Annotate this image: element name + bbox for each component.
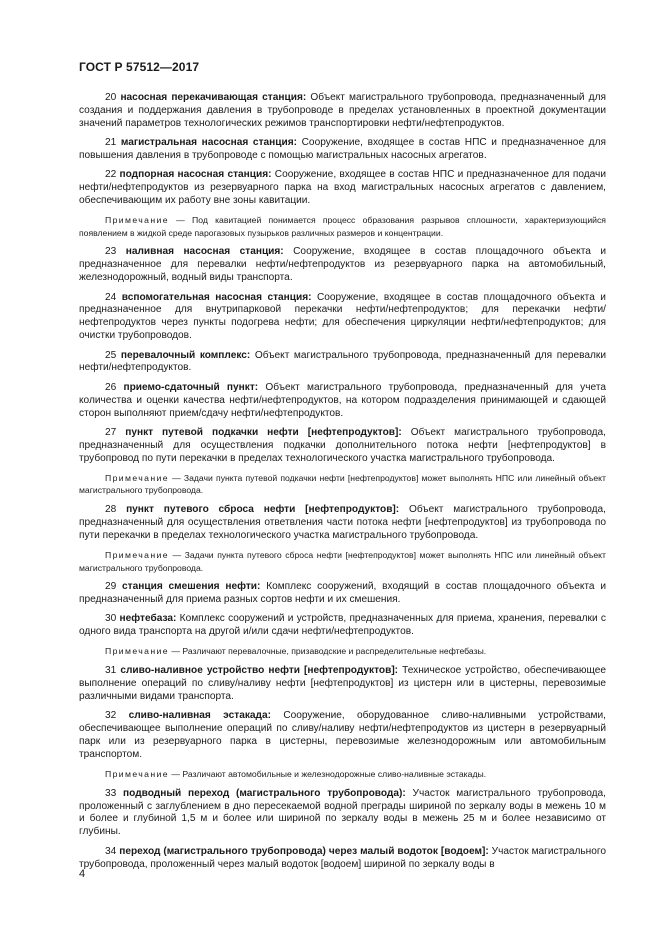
note-label: Примечание [105, 550, 169, 561]
standard-header: ГОСТ Р 57512—2017 [79, 60, 200, 74]
definition-paragraph [79, 246, 606, 285]
term-name: подпорная насосная станция: [119, 169, 272, 181]
definition-paragraph [79, 350, 606, 376]
term-definition: Сооружение, входящее в состав площадочного объекта и предназначенное для внутрипарковой перекачки нефти/нефтепродуктов; для перекачки нефти/нефтепродуктов через пункты подогрева нефти; для обеспечения циркуляции нефти/нефтепродуктов; для очистки трубопроводов. [79, 291, 606, 342]
term-definition: Объект магистрального трубопровода, предназначенный для создания и поддержания давления в трубопроводе в пределах установленных в проектной документации значений параметров технологических режимов транспортировки нефти/нефтепродуктов. [79, 92, 606, 129]
note-text: — Задачи пункта путевого сброса нефти [нефтепродуктов] может выполнять НПС или линейный объект магистрального трубопровода. [79, 550, 606, 573]
term-name: станция смешения нефти: [122, 581, 261, 593]
page-number: 4 [79, 868, 86, 880]
term-number: 28 [105, 503, 117, 515]
note-text: — Под кавитацией понимается процесс образования разрывов сплошности, характеризующийся появлением в жидкой среде парогазовых пузырьков различных размеров и концентрации. [79, 215, 606, 238]
term-name: вспомогательная насосная станция: [121, 291, 312, 303]
term-number: 27 [105, 426, 117, 438]
term-definition: Сооружение, входящее в состав площадочного объекта и предназначенное для перевалки нефти/нефтепродуктов из резервуарного парка на автомобильный, железнодорожный, водный виды транспорта. [79, 246, 606, 284]
definition-paragraph [79, 137, 606, 163]
note-label: Примечание [105, 769, 169, 780]
term-number: 24 [105, 291, 117, 303]
term-name: нефтебаза: [119, 613, 177, 625]
term-name: перевалочный комплекс: [120, 349, 251, 361]
term-definition: Сооружение, оборудованное сливо-наливными устройствами, обеспечивающее выполнение операций по сливу/наливу нефти/нефтепродуктов из цистерн в резервуарный парк или из резервуарного парка в цистерны, перевозимые железнодорожным или автомобильным транспортом. [79, 710, 606, 760]
term-definition: Объект магистрального трубопровода, предназначенный для осуществления ответвления части потока нефти [нефтепродуктов] из трубопровода по пути перекачки в пределах технологического участка магистрального трубопровода. [79, 503, 606, 541]
term-name: наливная насосная станция: [125, 246, 284, 258]
definition-paragraph [79, 292, 606, 344]
term-number: 31 [105, 664, 117, 676]
definition-paragraph [79, 613, 606, 639]
term-number: 34 [105, 845, 117, 857]
term-number: 21 [105, 137, 117, 149]
definition-paragraph [79, 427, 606, 466]
definition-paragraph [79, 710, 606, 762]
note-label: Примечание [105, 646, 169, 657]
term-name: сливо-наливное устройство нефти [нефтепродуктов]: [120, 664, 399, 676]
term-number: 23 [105, 246, 117, 258]
note-paragraph [79, 645, 606, 658]
definition-paragraph [79, 788, 606, 840]
term-definition: Сооружение, входящее в состав НПС и предназначенное для подачи нефти/нефтепродуктов из резервуарного парка на вход магистральных насосных агрегатов с давлением, обеспечивающим их работу вне зоны кавитации. [79, 169, 606, 207]
note-paragraph [79, 472, 606, 497]
term-definition: Объект магистрального трубопровода, предназначенный для учета количества и оценки качества нефти/нефтепродуктов, на котором подразделения принимающей и сдающей сторон выполняют прием/сдачу нефти/нефтепродуктов. [79, 381, 606, 419]
term-definition: Комплекс сооружений, входящий в состав площадочного объекта и предназначенный для приема разных сортов нефти и их смешения. [79, 581, 606, 605]
note-label: Примечание [105, 472, 169, 483]
note-paragraph [79, 214, 606, 239]
definition-paragraph [79, 382, 606, 421]
term-name: магистральная насосная станция: [120, 137, 298, 149]
note-text: — Различают перевалочные, призаводские и распределительные нефтебазы. [171, 646, 487, 657]
note-paragraph [79, 768, 606, 781]
term-number: 30 [105, 613, 117, 625]
definition-paragraph [79, 581, 606, 607]
term-name: пункт путевого сброса нефти [нефтепродуктов]: [126, 503, 400, 515]
term-name: насосная перекачивающая станция: [120, 92, 307, 103]
term-number: 26 [105, 381, 117, 393]
term-name: пункт путевой подкачки нефти [нефтепродуктов]: [125, 426, 402, 438]
term-definition: Сооружение, входящее в состав НПС и предназначенное для повышения давления в трубопроводе с помощью магистральных насосных агрегатов. [79, 137, 606, 162]
note-label: Примечание [105, 215, 169, 226]
term-number: 32 [105, 710, 117, 722]
definition-paragraph [79, 92, 606, 131]
term-name: сливо-наливная эстакада: [128, 710, 271, 722]
term-definition: Участок магистрального трубопровода, проложенный с заглублением в дно пересекаемой водной преграды шириной по зеркалу воды в межень 10 м и более и глубиной 1,5 м и более или шириной по зеркалу воды в межень 25 м и более независимо от глубины. [79, 787, 606, 838]
term-definition: Объект магистрального трубопровода, предназначенный для перевалки нефти/нефтепродуктов. [79, 349, 606, 374]
term-definition: Комплекс сооружений и устройств, предназначенных для приема, хранения, перевалки с одного вида транспорта на другой и/или сдачи нефти/нефтепродуктов. [79, 613, 606, 638]
term-name: подводный переход (магистрального трубопровода): [123, 787, 406, 799]
note-paragraph [79, 549, 606, 574]
term-name: приемо-сдаточный пункт: [123, 381, 259, 393]
definition-paragraph [79, 169, 606, 208]
term-number: 33 [105, 787, 117, 799]
definition-paragraph [79, 504, 606, 543]
term-number: 29 [105, 581, 117, 593]
term-name: переход (магистрального трубопровода) через малый водоток [водоем]: [119, 845, 489, 857]
definition-paragraph [79, 665, 606, 704]
document-body [79, 92, 606, 878]
note-text: — Различают автомобильные и железнодорожные сливо-наливные эстакады. [171, 769, 487, 780]
term-number: 22 [105, 169, 117, 181]
term-definition: Участок магистрального трубопровода, проложенный через малый водоток [водоем] шириной по зеркалу воды в [79, 845, 606, 870]
term-definition: Объект магистрального трубопровода, предназначенный для осуществления подкачки дополнительного потока нефти [нефтепродуктов] в трубопровод по пути перекачки в пределах технологического участка магистрального трубопровода. [79, 426, 606, 464]
term-definition: Техническое устройство, обеспечивающее выполнение операций по сливу/наливу нефти [нефтепродуктов] из цистерн или в цистерны, перевозимые различными видами транспорта. [79, 664, 606, 702]
term-number: 25 [105, 349, 117, 361]
definition-paragraph [79, 846, 606, 872]
note-text: — Задачи пункта путевой подкачки нефти [нефтепродуктов] может выполнять НПС или линейный объект магистрального трубопровода. [79, 472, 606, 496]
term-number: 20 [105, 92, 117, 103]
